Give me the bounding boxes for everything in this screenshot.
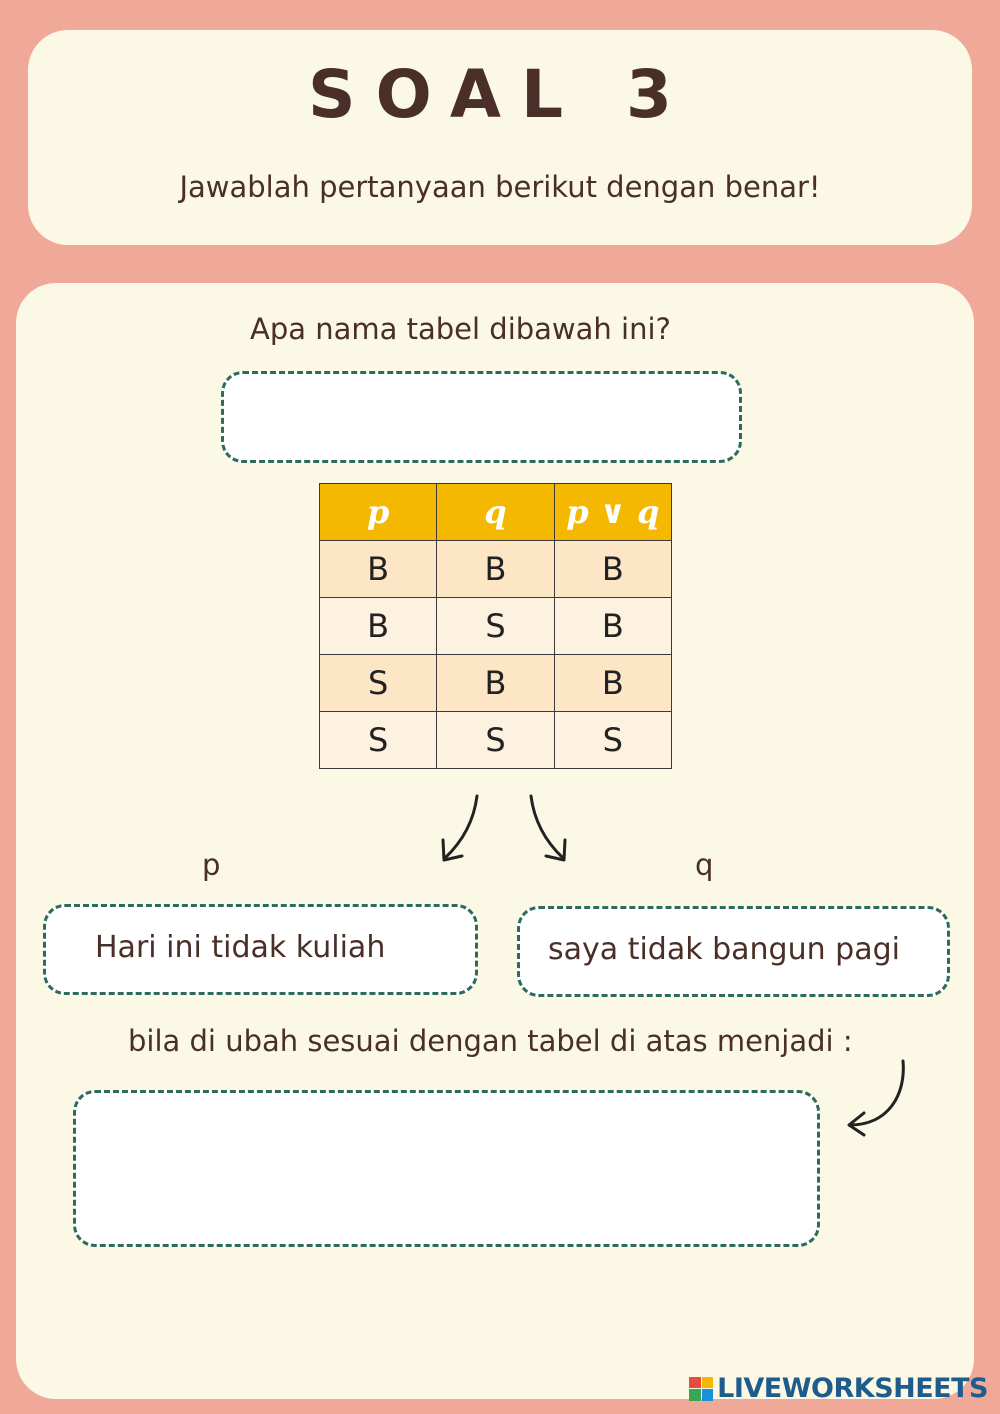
logo-icon — [689, 1377, 713, 1401]
table-row — [320, 655, 672, 712]
table-row — [320, 541, 672, 598]
table-cell: B — [554, 598, 671, 655]
header-p-or-q: p ∨ q — [554, 484, 671, 541]
curved-arrow-icon — [840, 1055, 915, 1140]
table-header-row — [320, 484, 672, 541]
statement-p-text: Hari ini tidak kuliah — [95, 930, 386, 965]
converted-statement-answer-field[interactable] — [73, 1090, 820, 1247]
table-cell: B — [554, 541, 671, 598]
table-cell: S — [554, 712, 671, 769]
table-cell: B — [320, 598, 437, 655]
statement-q-text: saya tidak bangun pagi — [548, 932, 900, 967]
table-cell: S — [437, 598, 554, 655]
brand-name: LIVEWORKSHEETS — [717, 1373, 988, 1404]
truth-table — [319, 483, 672, 769]
table-cell: S — [320, 712, 437, 769]
liveworksheets-logo — [689, 1373, 988, 1404]
table-cell: S — [320, 655, 437, 712]
header-q: q — [437, 484, 554, 541]
header-p: p — [320, 484, 437, 541]
arrow-right-icon — [520, 790, 580, 870]
table-cell: B — [437, 541, 554, 598]
table-cell: B — [554, 655, 671, 712]
question-1-text: Apa nama tabel dibawah ini? — [250, 312, 671, 346]
arrow-left-icon — [430, 790, 490, 870]
page-title: SOAL 3 — [308, 56, 692, 133]
instruction-text: Jawablah pertanyaan berikut dengan benar! — [179, 170, 821, 204]
table-cell: B — [437, 655, 554, 712]
table-row — [320, 598, 672, 655]
question-2-text: bila di ubah sesuai dengan tabel di atas menjadi : — [128, 1024, 853, 1058]
table-cell: B — [320, 541, 437, 598]
label-q: q — [695, 848, 714, 882]
table-row — [320, 712, 672, 769]
table-cell: S — [437, 712, 554, 769]
table-name-answer-field[interactable] — [221, 371, 742, 463]
label-p: p — [202, 848, 221, 882]
